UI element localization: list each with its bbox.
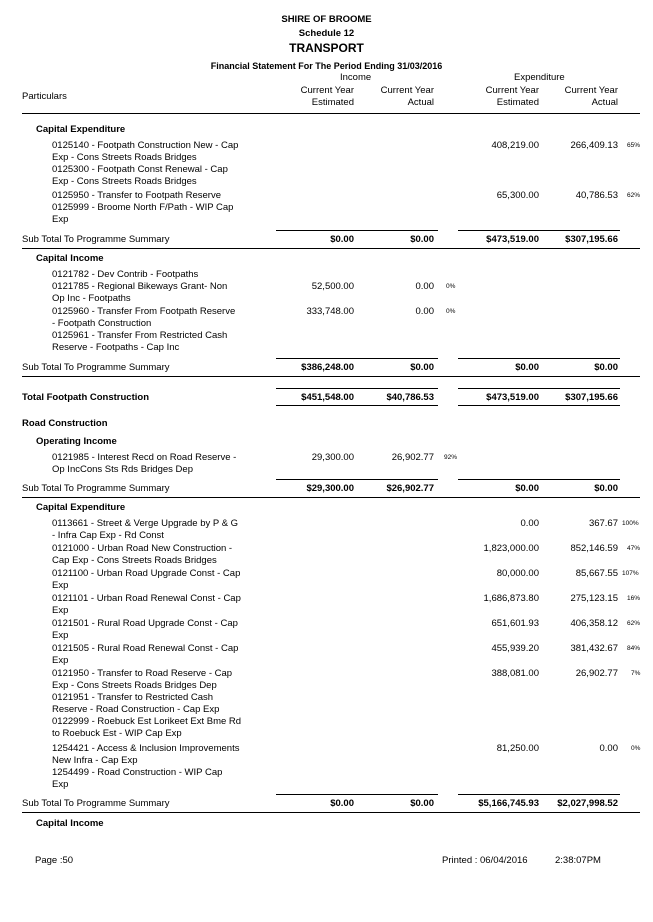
program-heading: Road Construction	[22, 418, 108, 429]
income-estimated-value: $386,248.00	[301, 362, 354, 373]
expenditure-percent: 47%	[627, 545, 641, 552]
schedule-number: Schedule 12	[298, 28, 355, 39]
expenditure-estimated-value: 65,300.00	[496, 190, 539, 201]
subtotal-rule	[276, 358, 438, 359]
income-percent: 0%	[446, 308, 456, 315]
expenditure-actual-value: $0.00	[594, 362, 618, 373]
particulars-header: Particulars	[22, 91, 67, 102]
subtotal-rule	[458, 358, 620, 359]
expenditure-actual-value: 367.67	[588, 518, 618, 529]
statement-title: Financial Statement For The Period Ending 31/03/2016	[210, 61, 443, 71]
section-heading: Capital Expenditure	[36, 502, 126, 513]
expenditure-estimated-value: 1,823,000.00	[483, 543, 539, 554]
total-double-rule	[458, 405, 620, 406]
expenditure-actual-value: $2,027,998.52	[557, 798, 618, 809]
expenditure-percent: 62%	[627, 620, 641, 627]
expenditure-actual-value: $307,195.66	[565, 234, 618, 245]
expenditure-estimated-value: 81,250.00	[496, 743, 539, 754]
total-rule	[458, 388, 620, 389]
line-item-description: 0125960 - Transfer From Footpath Reserve - Footpath Construction 0125961 - Transfer From Restricted Cash Reserve - Footpaths - Cap Inc	[52, 306, 236, 353]
expenditure-estimated-value: 388,081.00	[491, 668, 539, 679]
expenditure-percent: 65%	[627, 142, 641, 149]
line-item-description: 0121101 - Urban Road Renewal Const - Cap Exp	[52, 593, 241, 616]
expenditure-estimated-value: 455,939.20	[491, 643, 539, 654]
total-rule	[276, 388, 438, 389]
section-heading: Capital Expenditure	[36, 124, 126, 135]
row-divider	[22, 248, 640, 249]
row-divider	[22, 376, 640, 377]
expenditure-estimated-value: 408,219.00	[491, 140, 539, 151]
income-actual-value: $0.00	[410, 362, 434, 373]
section-heading: Capital Income	[36, 253, 104, 264]
expenditure-actual-value: 266,409.13	[570, 140, 618, 151]
expenditure-estimated-value: 651,601.93	[491, 618, 539, 629]
line-item-description: 1254421 - Access & Inclusion Improvements New Infra - Cap Exp 1254499 - Road Construction - WIP Cap Exp	[52, 743, 240, 790]
row-divider	[22, 497, 640, 498]
subtotal-rule	[458, 794, 620, 795]
expenditure-actual-value: 85,667.55	[575, 568, 618, 579]
income-actual-value: 26,902.77	[391, 452, 434, 463]
expenditure-actual-value: 40,786.53	[575, 190, 618, 201]
expenditure-percent: 62%	[627, 192, 641, 199]
expenditure-actual-value: 381,432.67	[570, 643, 618, 654]
income-estimated-value: $29,300.00	[306, 483, 354, 494]
expenditure-estimated-value: $0.00	[515, 483, 539, 494]
subtotal-label: Sub Total To Programme Summary	[22, 798, 170, 809]
income-header: Income	[340, 72, 372, 83]
expenditure-actual-value: 26,902.77	[575, 668, 618, 679]
expenditure-actual-value: 275,123.15	[570, 593, 618, 604]
line-item-description: 0113661 - Street & Verge Upgrade by P & G - Infra Cap Exp - Rd Const	[52, 518, 239, 541]
expenditure-actual-value: 406,358.12	[570, 618, 618, 629]
line-item-description: 0121501 - Rural Road Upgrade Const - Cap Exp	[52, 618, 238, 641]
expenditure-actual-value: 0.00	[599, 743, 618, 754]
subtotal-label: Sub Total To Programme Summary	[22, 362, 170, 373]
expenditure-percent: 84%	[627, 645, 641, 652]
subtotal-label: Sub Total To Programme Summary	[22, 483, 170, 494]
line-item-description: 0121985 - Interest Recd on Road Reserve - Op IncCons Sts Rds Bridges Dep	[52, 452, 237, 475]
expenditure-percent: 0%	[631, 745, 641, 752]
income-actual-value: $40,786.53	[386, 392, 434, 403]
expenditure-estimated-value: $473,519.00	[486, 234, 539, 245]
income-estimated-value: 52,500.00	[311, 281, 354, 292]
expenditure-actual-value: $307,195.66	[565, 392, 618, 403]
line-item-description: 0121000 - Urban Road New Construction - Cap Exp - Cons Streets Roads Bridges	[52, 543, 233, 566]
subtotal-rule	[458, 230, 620, 231]
total-double-rule	[276, 405, 438, 406]
expenditure-estimated-value: 0.00	[520, 518, 539, 529]
line-item-description: 0125140 - Footpath Construction New - Cap Exp - Cons Streets Roads Bridges 0125300 - Footpath Const Renewal - Cap Exp - Cons Streets Roads Bridges	[52, 140, 239, 187]
income-percent: 92%	[444, 454, 458, 461]
income-estimated-value: $0.00	[330, 798, 354, 809]
expenditure-estimated-value: $473,519.00	[486, 392, 539, 403]
subtotal-label: Sub Total To Programme Summary	[22, 234, 170, 245]
section-heading: Operating Income	[36, 436, 117, 447]
line-item-description: 0121100 - Urban Road Upgrade Const - Cap Exp	[52, 568, 241, 591]
subtotal-rule	[458, 479, 620, 480]
income-actual-header: Current Year Actual	[380, 85, 434, 108]
line-item-description: 0125950 - Transfer to Footpath Reserve 0125999 - Broome North F/Path - WIP Cap Exp	[52, 190, 234, 225]
line-item-description: 0121950 - Transfer to Road Reserve - Cap Exp - Cons Streets Roads Bridges Dep 0121951 - Transfer to Restricted Cash Reserve - Road Construction - Cap Exp 0122999 - Roebuck Est Lorikeet Ext Bme Rd to Roebuck Est - WIP Cap Exp	[52, 668, 242, 739]
expenditure-actual-header: Current Year Actual	[564, 85, 618, 108]
expenditure-estimated-value: 1,686,873.80	[483, 593, 539, 604]
total-label: Total Footpath Construction	[22, 392, 149, 403]
expenditure-percent: 16%	[627, 595, 641, 602]
printed-date: Printed : 06/04/2016	[442, 855, 528, 866]
income-estimated-value: 333,748.00	[306, 306, 354, 317]
line-item-description: 0121505 - Rural Road Renewal Const - Cap Exp	[52, 643, 239, 666]
income-actual-value: 0.00	[415, 306, 434, 317]
income-estimated-value: 29,300.00	[311, 452, 354, 463]
income-estimated-header: Current Year Estimated	[300, 85, 354, 108]
income-estimated-value: $451,548.00	[301, 392, 354, 403]
income-actual-value: $0.00	[410, 234, 434, 245]
expenditure-percent: 107%	[622, 570, 639, 577]
section-heading: Capital Income	[36, 818, 104, 829]
income-actual-value: 0.00	[415, 281, 434, 292]
expenditure-percent: 7%	[631, 670, 641, 677]
page-number: Page :50	[35, 855, 74, 866]
expenditure-estimated-header: Current Year Estimated	[485, 85, 539, 108]
org-name: SHIRE OF BROOME	[281, 14, 372, 25]
expenditure-estimated-value: 80,000.00	[496, 568, 539, 579]
expenditure-actual-value: $0.00	[594, 483, 618, 494]
subtotal-rule	[276, 479, 438, 480]
subtotal-rule	[276, 794, 438, 795]
line-item-description: 0121782 - Dev Contrib - Footpaths 0121785 - Regional Bikeways Grant- Non Op Inc - Footpaths	[52, 269, 228, 304]
expenditure-actual-value: 852,146.59	[570, 543, 618, 554]
income-percent: 0%	[446, 283, 456, 290]
income-actual-value: $26,902.77	[386, 483, 434, 494]
printed-time: 2:38:07PM	[555, 855, 601, 866]
subtotal-rule	[276, 230, 438, 231]
page-title: TRANSPORT	[289, 41, 364, 55]
row-divider	[22, 812, 640, 813]
expenditure-header: Expenditure	[514, 72, 565, 83]
header-divider	[22, 113, 640, 114]
expenditure-estimated-value: $0.00	[515, 362, 539, 373]
expenditure-estimated-value: $5,166,745.93	[478, 798, 539, 809]
income-actual-value: $0.00	[410, 798, 434, 809]
income-estimated-value: $0.00	[330, 234, 354, 245]
expenditure-percent: 100%	[622, 520, 639, 527]
